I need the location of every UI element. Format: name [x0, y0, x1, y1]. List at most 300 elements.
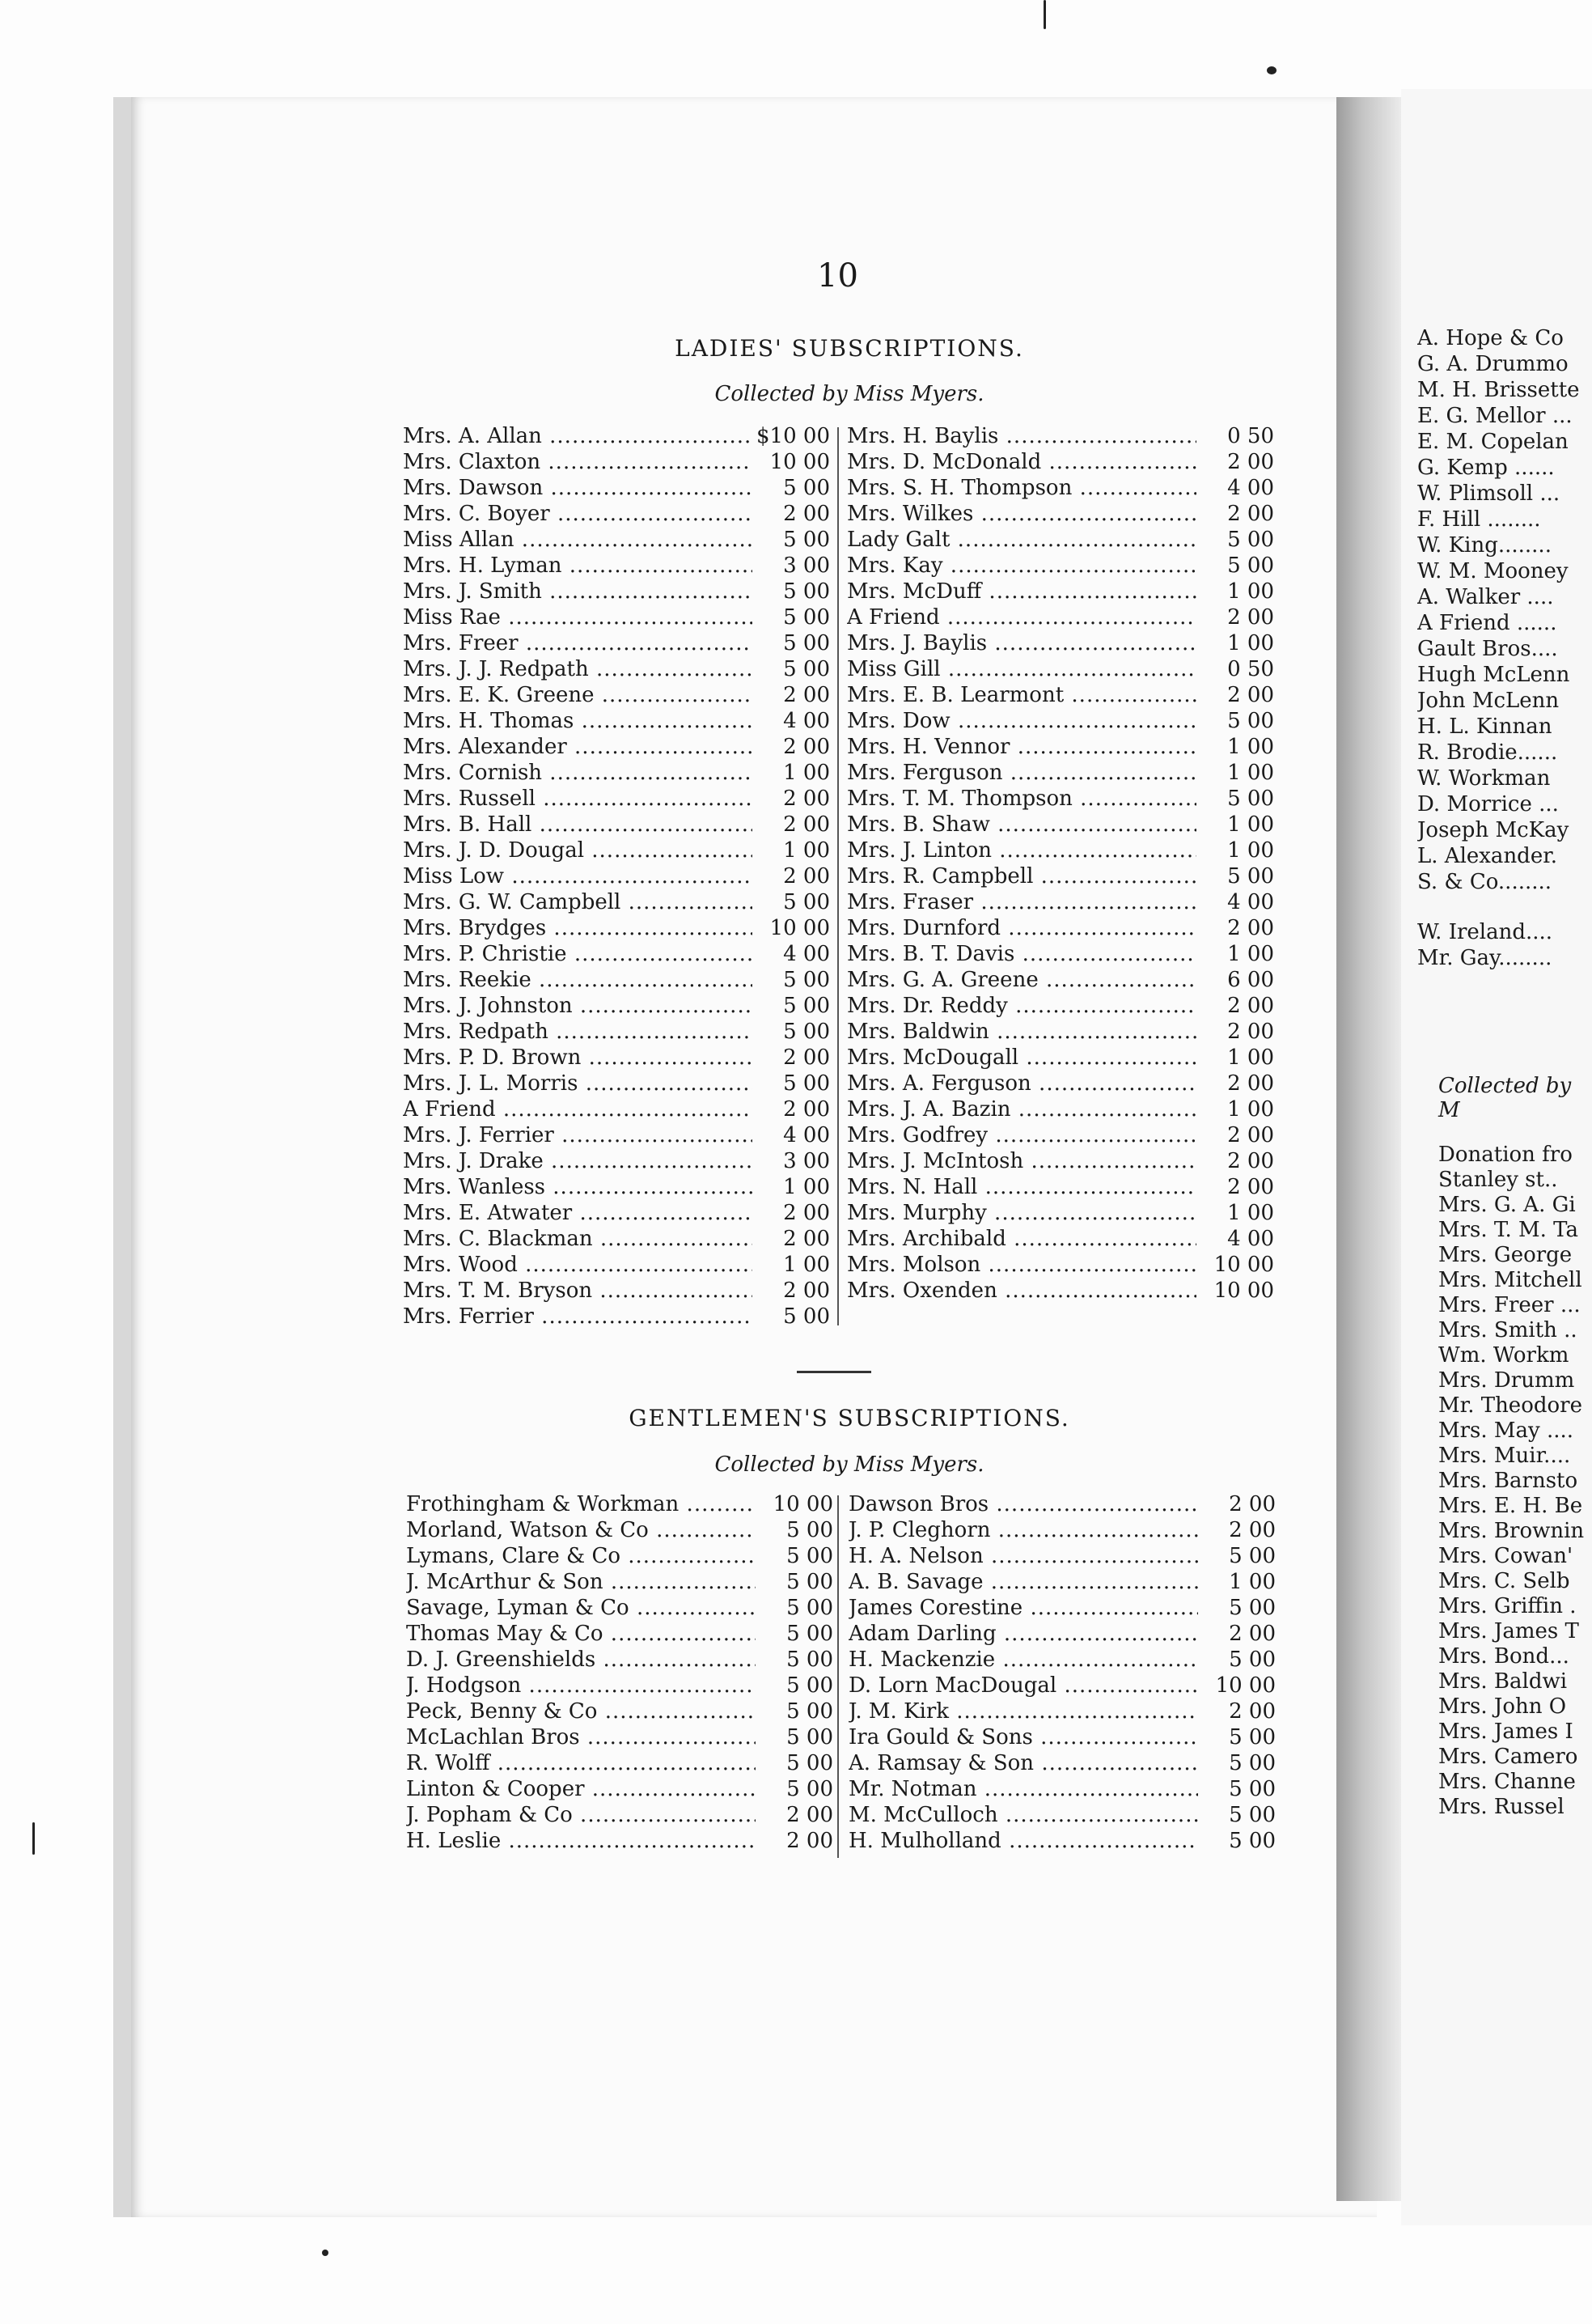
- subscription-row: [403, 734, 830, 760]
- facing-row: F. Hill ........: [1417, 507, 1541, 532]
- facing-row: Gault Bros....: [1417, 637, 1558, 661]
- subscription-row: [847, 604, 1274, 630]
- facing-row: John McLenn: [1417, 689, 1560, 713]
- subscriber-name: H. Mackenzie .....: [849, 1647, 1198, 1673]
- subscriber-name: Mrs. J. Drake .....: [403, 1148, 752, 1174]
- subscription-row: [849, 1569, 1276, 1595]
- subscriber-name: Thomas May & Co .....: [406, 1621, 756, 1647]
- subscription-row: [406, 1828, 833, 1854]
- subscription-row: [403, 682, 830, 708]
- subscriber-name: Mrs. J. McIntosh .....: [847, 1148, 1196, 1174]
- subscription-amount: 5 00: [786, 1777, 833, 1801]
- subscription-row: [847, 1096, 1274, 1122]
- subscriber-name: Mrs. J. Linton .....: [847, 838, 1196, 863]
- subscription-amount: 10 00: [1213, 1253, 1274, 1277]
- ladies-title: LADIES' SUBSCRIPTIONS.: [675, 335, 1024, 362]
- subscriber-name: McLachlan Bros .....: [406, 1724, 756, 1750]
- subscription-row: [847, 1148, 1274, 1174]
- book-spine: [1336, 97, 1401, 2201]
- subscriber-name: Mrs. E. Atwater .....: [403, 1200, 752, 1226]
- subscriber-name: H. Leslie .....: [406, 1828, 756, 1854]
- subscription-row: [406, 1569, 833, 1595]
- subscription-row: [403, 1148, 830, 1174]
- subscription-amount: 1 00: [1227, 812, 1274, 837]
- facing-row: W. M. Mooney: [1417, 559, 1569, 583]
- subscription-row: [849, 1776, 1276, 1802]
- subscriber-name: Mrs. H. Thomas .....: [403, 708, 752, 734]
- subscription-amount: 4 00: [1227, 1227, 1274, 1251]
- subscription-row: [847, 501, 1274, 527]
- subscription-amount: 5 00: [783, 890, 830, 914]
- facing-row: Mrs. Drumm: [1438, 1368, 1575, 1393]
- subscription-amount: 1 00: [1227, 631, 1274, 655]
- subscription-row: [403, 630, 830, 656]
- subscriber-name: Mr. Notman .....: [849, 1776, 1198, 1802]
- subscription-row: [847, 527, 1274, 553]
- subscription-row: [403, 941, 830, 967]
- subscription-row: [403, 1252, 830, 1278]
- subscriber-name: Mrs. E. B. Learmont .....: [847, 682, 1196, 708]
- page-number: 10: [817, 257, 858, 295]
- subscriber-name: J. McArthur & Son .....: [406, 1569, 756, 1595]
- subscriber-name: Mrs. Claxton .....: [403, 449, 752, 475]
- subscription-row: [847, 734, 1274, 760]
- subscription-row: [847, 967, 1274, 993]
- subscription-row: [406, 1491, 833, 1517]
- subscription-row: [403, 708, 830, 734]
- subscription-amount: 3 00: [783, 553, 830, 578]
- subscription-amount: 5 00: [1229, 1596, 1276, 1620]
- subscription-amount: 2 00: [1227, 1123, 1274, 1147]
- facing-row: Mrs. Mitchell: [1438, 1268, 1582, 1292]
- subscription-amount: 2 00: [1229, 1622, 1276, 1646]
- subscription-row: [403, 1200, 830, 1226]
- subscription-amount: 2 00: [1227, 1175, 1274, 1199]
- subscription-amount: 5 00: [1229, 1829, 1276, 1853]
- facing-row: Mrs. Muir....: [1438, 1444, 1571, 1468]
- gentlemen-collector: Collected by Miss Myers.: [714, 1452, 984, 1477]
- subscription-amount: 5 00: [786, 1725, 833, 1749]
- facing-row: Mrs. Camero: [1438, 1745, 1578, 1769]
- subscriber-name: Mrs. N. Hall .....: [847, 1174, 1196, 1200]
- subscription-row: [403, 1096, 830, 1122]
- subscription-amount: 5 00: [1227, 787, 1274, 811]
- facing-row: Mrs. Smith ..: [1438, 1318, 1577, 1342]
- facing-row: Mrs. C. Selb: [1438, 1569, 1570, 1593]
- subscriber-name: Miss Low .....: [403, 863, 752, 889]
- subscription-amount: 2 00: [1229, 1518, 1276, 1542]
- subscriber-name: Mrs. R. Campbell .....: [847, 863, 1196, 889]
- subscription-row: [847, 553, 1274, 579]
- subscription-row: [847, 656, 1274, 682]
- subscription-amount: 4 00: [1227, 890, 1274, 914]
- subscriber-name: Mrs. Alexander .....: [403, 734, 752, 760]
- subscriber-name: Mrs. C. Blackman .....: [403, 1226, 752, 1252]
- subscription-row: [847, 579, 1274, 604]
- subscription-amount: 5 00: [1227, 528, 1274, 552]
- subscriber-name: Mrs. A. Ferguson .....: [847, 1071, 1196, 1096]
- facing-row: Mrs. G. A. Gi: [1438, 1193, 1576, 1217]
- subscription-row: [847, 423, 1274, 449]
- subscription-row: [406, 1750, 833, 1776]
- subscription-amount: 5 00: [786, 1596, 833, 1620]
- subscription-row: [847, 1278, 1274, 1304]
- subscription-amount: 2 00: [783, 1279, 830, 1303]
- subscription-amount: 5 00: [786, 1699, 833, 1724]
- subscriber-name: Mrs. H. Baylis .....: [847, 423, 1196, 449]
- subscription-amount: 10 00: [773, 1492, 833, 1516]
- scan-mark: [32, 1822, 35, 1855]
- subscription-amount: 5 00: [786, 1518, 833, 1542]
- subscription-row: [403, 1045, 830, 1071]
- subscriber-name: Mrs. J. Johnston .....: [403, 993, 752, 1019]
- gentlemen-title: GENTLEMEN'S SUBSCRIPTIONS.: [629, 1405, 1070, 1431]
- subscription-row: [849, 1647, 1276, 1673]
- subscription-amount: 2 00: [783, 735, 830, 759]
- subscription-row: [403, 863, 830, 889]
- subscriber-name: Mrs. Wilkes .....: [847, 501, 1196, 527]
- subscription-row: [847, 1252, 1274, 1278]
- facing-row: G. A. Drummo: [1417, 352, 1569, 376]
- subscription-row: [406, 1517, 833, 1543]
- subscription-amount: 1 00: [783, 838, 830, 863]
- subscription-amount: 1 00: [1227, 838, 1274, 863]
- subscriber-name: Mrs. J. D. Dougal .....: [403, 838, 752, 863]
- subscription-amount: 3 00: [783, 1149, 830, 1173]
- subscriber-name: Mrs. Baldwin .....: [847, 1019, 1196, 1045]
- subscriber-name: Mrs. H. Vennor .....: [847, 734, 1196, 760]
- subscription-row: [406, 1673, 833, 1698]
- subscription-amount: 2 00: [783, 787, 830, 811]
- facing-row: Mrs. Brownin: [1438, 1519, 1585, 1543]
- subscription-row: [849, 1802, 1276, 1828]
- subscription-amount: 10 00: [769, 450, 830, 474]
- subscription-row: [406, 1802, 833, 1828]
- subscription-row: [847, 708, 1274, 734]
- facing-row: Mrs. Freer ...: [1438, 1293, 1581, 1317]
- facing-row: M. H. Brissette: [1417, 378, 1580, 402]
- subscriber-name: Mrs. Dawson .....: [403, 475, 752, 501]
- subscription-row: [849, 1828, 1276, 1854]
- subscription-row: [849, 1491, 1276, 1517]
- subscription-amount: 5 00: [786, 1751, 833, 1775]
- subscription-amount: 2 00: [1229, 1492, 1276, 1516]
- subscription-row: [403, 1122, 830, 1148]
- facing-list-2: [1417, 919, 1552, 971]
- subscription-row: [849, 1517, 1276, 1543]
- facing-row: W. King........: [1417, 533, 1552, 558]
- subscriber-name: Mrs. Molson .....: [847, 1252, 1196, 1278]
- subscriber-name: Mrs. E. K. Greene .....: [403, 682, 752, 708]
- facing-row: Mrs. Baldwi: [1438, 1669, 1568, 1694]
- subscription-amount: 5 00: [1229, 1648, 1276, 1672]
- subscription-row: [403, 993, 830, 1019]
- subscriber-name: Miss Allan .....: [403, 527, 752, 553]
- subscription-amount: 2 00: [786, 1829, 833, 1853]
- subscriber-name: Mrs. McDougall .....: [847, 1045, 1196, 1071]
- subscriber-name: Mrs. J. A. Bazin .....: [847, 1096, 1196, 1122]
- subscriber-name: Miss Gill .....: [847, 656, 1196, 682]
- facing-row: E. G. Mellor ...: [1417, 404, 1573, 428]
- subscription-amount: 5 00: [786, 1622, 833, 1646]
- facing-row: H. L. Kinnan: [1417, 715, 1552, 739]
- subscriber-name: Mrs. Wanless .....: [403, 1174, 752, 1200]
- facing-row: Mr. Theodore: [1438, 1393, 1582, 1418]
- subscriber-name: Mrs. B. Hall .....: [403, 812, 752, 838]
- subscriber-name: James Corestine .....: [849, 1595, 1198, 1621]
- subscription-row: [403, 604, 830, 630]
- subscriber-name: Peck, Benny & Co .....: [406, 1698, 756, 1724]
- subscriber-name: Mrs. McDuff .....: [847, 579, 1196, 604]
- subscription-amount: 5 00: [783, 631, 830, 655]
- subscription-amount: 2 00: [783, 812, 830, 837]
- subscription-amount: 2 00: [1227, 994, 1274, 1018]
- subscriber-name: Mrs. H. Lyman .....: [403, 553, 752, 579]
- subscription-amount: 5 00: [783, 476, 830, 500]
- subscriber-name: Ira Gould & Sons .....: [849, 1724, 1198, 1750]
- subscription-row: [847, 1019, 1274, 1045]
- subscription-row: [403, 1304, 830, 1330]
- subscription-row: [406, 1595, 833, 1621]
- subscription-row: [847, 1122, 1274, 1148]
- subscriber-name: Mrs. A. Allan .....: [403, 423, 752, 449]
- subscriber-name: Mrs. J. Ferrier .....: [403, 1122, 752, 1148]
- subscription-row: [403, 786, 830, 812]
- subscription-amount: 10 00: [1215, 1673, 1276, 1698]
- subscriber-name: Mrs. Kay .....: [847, 553, 1196, 579]
- subscription-amount: 2 00: [1227, 916, 1274, 940]
- subscription-row: [847, 993, 1274, 1019]
- subscriber-name: H. A. Nelson .....: [849, 1543, 1198, 1569]
- facing-row: Mrs. James I: [1438, 1720, 1573, 1744]
- facing-row: Mrs. Cowan': [1438, 1544, 1573, 1568]
- facing-row: Joseph McKay: [1417, 818, 1569, 842]
- subscription-row: [403, 449, 830, 475]
- subscription-row: [406, 1776, 833, 1802]
- column-divider: [837, 1495, 839, 1858]
- subscriber-name: Mrs. J. L. Morris .....: [403, 1071, 752, 1096]
- subscriber-name: Morland, Watson & Co .....: [406, 1517, 756, 1543]
- subscription-row: [849, 1673, 1276, 1698]
- subscriber-name: Mrs. C. Boyer .....: [403, 501, 752, 527]
- column-divider: [837, 427, 839, 1325]
- facing-list-3: [1438, 1143, 1584, 1820]
- subscription-row: [847, 915, 1274, 941]
- subscription-row: [849, 1621, 1276, 1647]
- subscription-amount: 5 00: [783, 605, 830, 630]
- subscription-row: [849, 1543, 1276, 1569]
- subscriber-name: J. Hodgson .....: [406, 1673, 756, 1698]
- subscriber-name: Mrs. Ferguson .....: [847, 760, 1196, 786]
- subscription-amount: 4 00: [783, 709, 830, 733]
- subscriber-name: D. J. Greenshields .....: [406, 1647, 756, 1673]
- subscription-row: [847, 1174, 1274, 1200]
- subscription-row: [847, 630, 1274, 656]
- facing-caption: Collected by M: [1438, 1074, 1572, 1122]
- subscription-row: [403, 812, 830, 838]
- subscription-amount: 2 00: [1227, 1149, 1274, 1173]
- subscription-amount: 4 00: [1227, 476, 1274, 500]
- subscription-amount: 1 00: [1227, 1097, 1274, 1122]
- subscriber-name: Mrs. Archibald .....: [847, 1226, 1196, 1252]
- subscription-amount: 1 00: [1227, 942, 1274, 966]
- subscriber-name: Mrs. Durnford .....: [847, 915, 1196, 941]
- subscription-amount: 5 00: [786, 1648, 833, 1672]
- subscriber-name: Mrs. G. W. Campbell .....: [403, 889, 752, 915]
- subscription-row: [847, 1071, 1274, 1096]
- subscription-row: [849, 1595, 1276, 1621]
- subscriber-name: Mrs. Oxenden .....: [847, 1278, 1196, 1304]
- subscription-amount: 2 00: [783, 1201, 830, 1225]
- subscriber-name: J. Popham & Co .....: [406, 1802, 756, 1828]
- subscriber-name: Mrs. Redpath .....: [403, 1019, 752, 1045]
- subscriber-name: Mrs. Freer .....: [403, 630, 752, 656]
- subscriber-name: Mrs. B. Shaw .....: [847, 812, 1196, 838]
- facing-row: Mrs. E. H. Be: [1438, 1494, 1583, 1518]
- facing-row: D. Morrice ...: [1417, 792, 1559, 816]
- subscription-row: [406, 1698, 833, 1724]
- subscription-row: [847, 1200, 1274, 1226]
- facing-row: W. Workman: [1417, 766, 1551, 791]
- subscriber-name: Lady Galt .....: [847, 527, 1196, 553]
- subscription-amount: 2 00: [783, 502, 830, 526]
- facing-row: Mrs. T. M. Ta: [1438, 1218, 1578, 1242]
- subscriber-name: M. McCulloch .....: [849, 1802, 1198, 1828]
- facing-row: Mrs. Russel: [1438, 1795, 1564, 1819]
- subscriber-name: Mrs. T. M. Bryson .....: [403, 1278, 752, 1304]
- subscription-amount: 5 00: [783, 1304, 830, 1329]
- subscription-row: [403, 501, 830, 527]
- gentlemen-left-list: [406, 1491, 833, 1854]
- subscription-amount: 5 00: [783, 968, 830, 992]
- subscription-amount: 2 00: [783, 683, 830, 707]
- subscription-amount: 5 00: [1227, 553, 1274, 578]
- facing-row: Mrs. Bond...: [1438, 1644, 1569, 1669]
- subscription-row: [847, 475, 1274, 501]
- subscriber-name: D. Lorn MacDougal .....: [849, 1673, 1198, 1698]
- subscriber-name: J. P. Cleghorn .....: [849, 1517, 1198, 1543]
- subscriber-name: J. M. Kirk .....: [849, 1698, 1198, 1724]
- subscriber-name: Mrs. J. Smith .....: [403, 579, 752, 604]
- subscription-amount: 5 00: [1229, 1751, 1276, 1775]
- subscription-amount: 5 00: [1229, 1777, 1276, 1801]
- subscription-amount: 10 00: [1213, 1279, 1274, 1303]
- subscription-amount: 5 00: [783, 1071, 830, 1096]
- subscriber-name: Miss Rae .....: [403, 604, 752, 630]
- subscriber-name: Lymans, Clare & Co .....: [406, 1543, 756, 1569]
- subscription-amount: 5 00: [1227, 709, 1274, 733]
- subscriber-name: Mrs. Reekie .....: [403, 967, 752, 993]
- subscription-row: [847, 838, 1274, 863]
- subscription-row: [406, 1647, 833, 1673]
- subscription-row: [847, 941, 1274, 967]
- facing-row: L. Alexander.: [1417, 844, 1558, 868]
- facing-row: Mrs. James T: [1438, 1619, 1579, 1643]
- subscription-row: [403, 423, 830, 449]
- facing-row: Wm. Workm: [1438, 1343, 1569, 1368]
- facing-row: W. Plimsoll ...: [1417, 481, 1560, 506]
- subscriber-name: Mrs. Cornish .....: [403, 760, 752, 786]
- subscription-row: [403, 760, 830, 786]
- subscription-amount: 10 00: [769, 916, 830, 940]
- subscription-amount: 5 00: [786, 1673, 833, 1698]
- subscriber-name: Mrs. J. J. Redpath .....: [403, 656, 752, 682]
- subscriber-name: Mrs. Wood .....: [403, 1252, 752, 1278]
- facing-row: Mrs. George: [1438, 1243, 1573, 1267]
- subscription-amount: 2 00: [1229, 1699, 1276, 1724]
- subscription-row: [403, 527, 830, 553]
- facing-row: Mrs. Barnsto: [1438, 1469, 1578, 1493]
- subscription-row: [403, 579, 830, 604]
- subscription-row: [849, 1698, 1276, 1724]
- subscription-amount: 6 00: [1227, 968, 1274, 992]
- subscriber-name: A Friend .....: [403, 1096, 752, 1122]
- subscriber-name: Mrs. D. McDonald .....: [847, 449, 1196, 475]
- subscription-amount: 5 00: [783, 657, 830, 681]
- subscription-amount: 2 00: [1227, 605, 1274, 630]
- subscription-amount: 5 00: [783, 1020, 830, 1044]
- subscriber-name: A. Ramsay & Son .....: [849, 1750, 1198, 1776]
- subscription-amount: 1 00: [1227, 735, 1274, 759]
- subscriber-name: Linton & Cooper .....: [406, 1776, 756, 1802]
- facing-row: Hugh McLenn: [1417, 663, 1570, 687]
- ladies-left-list: [403, 423, 830, 1330]
- facing-row: Mrs. John O: [1438, 1694, 1567, 1719]
- subscription-row: [403, 1174, 830, 1200]
- facing-row: Mrs. May ....: [1438, 1419, 1574, 1443]
- scan-mark: [1267, 66, 1277, 74]
- facing-row: Mrs. Channe: [1438, 1770, 1576, 1794]
- gentlemen-right-list: [849, 1491, 1276, 1854]
- subscriber-name: R. Wolff .....: [406, 1750, 756, 1776]
- subscription-row: [847, 760, 1274, 786]
- facing-row: Stanley st..: [1438, 1168, 1558, 1192]
- subscription-amount: 1 00: [1229, 1570, 1276, 1594]
- subscription-amount: 5 00: [783, 579, 830, 604]
- subscription-amount: 2 00: [1227, 683, 1274, 707]
- subscription-amount: 1 00: [1227, 1045, 1274, 1070]
- subscriber-name: A Friend .....: [847, 604, 1196, 630]
- subscription-amount: 2 00: [783, 864, 830, 888]
- facing-row: A. Walker ....: [1417, 585, 1554, 609]
- facing-list-1: [1417, 325, 1580, 895]
- subscription-amount: 1 00: [1227, 1201, 1274, 1225]
- subscription-row: [403, 967, 830, 993]
- subscription-amount: 5 00: [786, 1570, 833, 1594]
- subscription-amount: 2 00: [1227, 450, 1274, 474]
- subscriber-name: Mrs. G. A. Greene .....: [847, 967, 1196, 993]
- subscriber-name: Mrs. Brydges .....: [403, 915, 752, 941]
- subscriber-name: Mrs. Ferrier .....: [403, 1304, 752, 1330]
- subscription-row: [847, 1045, 1274, 1071]
- subscription-amount: 1 00: [783, 1253, 830, 1277]
- subscription-row: [403, 475, 830, 501]
- subscription-row: [406, 1543, 833, 1569]
- subscription-row: [849, 1750, 1276, 1776]
- subscription-row: [406, 1724, 833, 1750]
- subscription-amount: 5 00: [786, 1544, 833, 1568]
- subscription-amount: 5 00: [1229, 1725, 1276, 1749]
- facing-row: A. Hope & Co: [1417, 326, 1564, 350]
- subscription-amount: 1 00: [1227, 761, 1274, 785]
- scan-mark: [1044, 0, 1046, 29]
- subscriber-name: A. B. Savage .....: [849, 1569, 1198, 1595]
- subscription-amount: 4 00: [783, 942, 830, 966]
- facing-row: S. & Co........: [1417, 870, 1552, 894]
- subscriber-name: Frothingham & Workman .....: [406, 1491, 756, 1517]
- scan-mark: [322, 2250, 328, 2256]
- subscription-amount: 2 00: [783, 1097, 830, 1122]
